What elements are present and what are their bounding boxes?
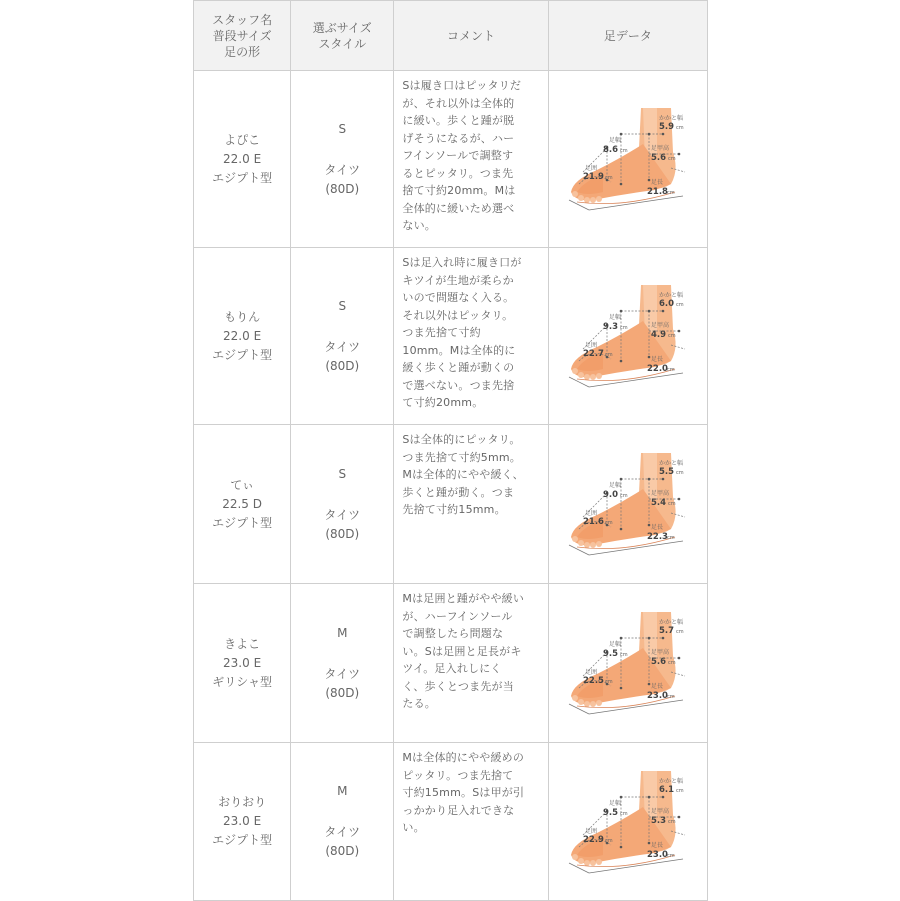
header-style: [291, 1, 394, 71]
ashinaga-label: 足長: [650, 356, 663, 363]
ashinaga-value: 23.0: [646, 691, 668, 701]
ashinaga-unit: cm: [666, 535, 675, 541]
kakato-label: かかと幅: [658, 115, 683, 122]
comment-cell: [394, 425, 548, 584]
kakato-value: 6.0: [658, 299, 674, 309]
comment-line: Mは全体的にやや緩めの: [402, 751, 525, 764]
style-type: タイツ: [324, 825, 361, 839]
table-header-row: [194, 1, 708, 71]
ashiko-label: 足甲高: [650, 322, 669, 329]
usual-size: 22.0 E: [223, 151, 262, 166]
ashiko-label: 足甲高: [650, 807, 669, 815]
ashinaga-unit: cm: [666, 852, 675, 859]
comment-line: 10mm。Mは全体的に: [402, 343, 516, 357]
staff-cell: [194, 71, 291, 248]
foot-diagram: [563, 449, 693, 559]
ashimawari-value: 22.5: [582, 676, 604, 686]
staff-fitting-table: [193, 0, 708, 901]
ashimawari-value: 22.7: [582, 349, 604, 359]
foot-shape: エジプト型: [212, 170, 273, 185]
ashihaba-unit: cm: [619, 325, 628, 331]
ashimawari-unit: cm: [604, 352, 613, 358]
comment-line: ツイ。足入れしにく: [402, 662, 502, 675]
ashiko-unit: cm: [667, 156, 676, 162]
ashiko-unit: cm: [667, 333, 676, 339]
ashihaba-unit: cm: [619, 810, 628, 817]
ashihaba-value: 9.3: [602, 322, 618, 332]
ashihaba-label: 足幅: [608, 314, 621, 321]
comment-line: が、それ以外は全体的: [402, 96, 515, 110]
selected-size: M: [337, 784, 348, 798]
comment-line: い。Sは足囲と足長がキ: [402, 644, 522, 658]
ashihaba-label: 足幅: [608, 137, 621, 144]
kakato-unit: cm: [675, 470, 684, 476]
style-denier: (80D): [325, 844, 360, 858]
comment-line: ない。: [402, 219, 436, 232]
comment-line: Mは足囲と踵がやや緩い: [402, 592, 525, 605]
kakato-unit: cm: [675, 302, 684, 308]
ashiko-label: 足甲高: [650, 145, 669, 152]
ashinaga-unit: cm: [666, 367, 675, 373]
foot-data-cell: [548, 743, 707, 901]
foot-shape: エジプト型: [212, 515, 273, 530]
selected-size: S: [338, 466, 347, 481]
ashiko-unit: cm: [667, 818, 676, 825]
ashinaga-label: 足長: [650, 179, 663, 186]
selected-size: S: [338, 298, 347, 313]
staff-name: てぃ: [230, 477, 254, 492]
ashihaba-label: 足幅: [608, 799, 621, 807]
foot-data-cell: [548, 248, 707, 425]
comment-line: で調整したら問題な: [402, 627, 504, 640]
comment-line: るとピッタリ。つま先: [402, 166, 514, 180]
comment-line: 先捨て寸約15mm。: [402, 503, 506, 516]
comment-line: に緩い。歩くと踵が脱: [402, 114, 515, 127]
staff-cell: [194, 584, 291, 743]
ashimawari-value: 21.6: [582, 517, 604, 527]
ashihaba-label: 足幅: [608, 482, 621, 489]
ashimawari-unit: cm: [604, 837, 613, 844]
kakato-unit: cm: [675, 629, 684, 635]
style-cell: [291, 248, 394, 425]
header-style-line: スタイル: [318, 36, 367, 51]
comment-line: 捨て寸約20mm。Mは: [402, 184, 516, 197]
comment-line: Sは履き口はピッタリだ: [402, 79, 522, 92]
staff-name: よぴこ: [224, 132, 261, 147]
ashimawari-unit: cm: [604, 520, 613, 526]
staff-name: おりおり: [218, 795, 267, 809]
usual-size: 22.0 E: [223, 328, 262, 343]
comment-line: いので問題なく入る。: [402, 291, 515, 304]
comment-cell: [394, 248, 548, 425]
comment-cell: [394, 71, 548, 248]
ashiko-value: 5.4: [650, 498, 666, 508]
foot-shape: エジプト型: [212, 347, 273, 362]
staff-name: きよこ: [224, 636, 261, 651]
ashiko-unit: cm: [667, 660, 676, 666]
comment-cell: [394, 743, 548, 901]
comment-line: く、歩くとつま先が当: [402, 679, 514, 693]
ashimawari-label: 足囲: [584, 510, 597, 517]
table-row: [194, 248, 708, 425]
staff-cell: [194, 425, 291, 584]
ashihaba-label: 足幅: [608, 641, 621, 648]
ashinaga-value: 21.8: [646, 187, 668, 197]
kakato-value: 5.5: [658, 467, 674, 477]
foot-diagram: [563, 767, 693, 877]
ashinaga-unit: cm: [666, 190, 675, 196]
foot-shape: エジプト型: [212, 833, 273, 847]
comment-line: たる。: [402, 697, 436, 710]
ashihaba-unit: cm: [619, 652, 628, 658]
comment-line: キツイが生地が柔らか: [402, 273, 514, 287]
comment-line: て寸約20mm。: [402, 396, 484, 409]
ashimawari-label: 足囲: [584, 165, 597, 172]
comment-line: つま先捨て寸約: [402, 326, 481, 339]
ashimawari-value: 21.9: [582, 172, 604, 182]
comment-line: 全体的に緩いため選べ: [402, 201, 515, 215]
style-type: タイツ: [324, 507, 361, 522]
ashinaga-label: 足長: [650, 841, 663, 849]
style-denier: (80D): [325, 526, 360, 541]
comment-line: Sは足入れ時に履き口が: [402, 256, 522, 269]
comment-line: Sは全体的にピッタリ。: [402, 433, 521, 446]
header-staff-line: 普段サイズ: [212, 28, 272, 43]
comment-line: ピッタリ。つま先捨て: [402, 768, 514, 782]
comment-line: げそうになるが、ハー: [402, 131, 515, 145]
style-denier: (80D): [325, 685, 360, 700]
kakato-label: かかと幅: [658, 619, 683, 626]
comment-line: い。: [402, 821, 425, 834]
staff-cell: [194, 743, 291, 901]
comment-cell: [394, 584, 548, 743]
table-row: [194, 743, 708, 901]
ashimawari-unit: cm: [604, 175, 613, 181]
kakato-label: かかと幅: [658, 292, 683, 299]
comment-line: つま先捨て寸約5mm。: [402, 450, 522, 464]
foot-diagram: [563, 104, 693, 214]
ashihaba-unit: cm: [619, 148, 628, 154]
ashiko-label: 足甲高: [650, 490, 669, 497]
ashiko-value: 4.9: [650, 330, 666, 340]
table-row: [194, 584, 708, 743]
kakato-value: 5.9: [658, 122, 674, 132]
usual-size: 23.0 E: [223, 655, 262, 670]
kakato-unit: cm: [675, 787, 684, 794]
header-staff-line: スタッフ名: [212, 12, 273, 27]
ashiko-label: 足甲高: [650, 649, 669, 656]
comment-line: Mは全体的にやや緩く、: [402, 468, 524, 481]
staff-name: もりん: [224, 309, 261, 324]
ashimawari-unit: cm: [604, 679, 613, 685]
ashimawari-value: 22.9: [582, 834, 604, 845]
table-row: [194, 425, 708, 584]
ashinaga-value: 22.3: [646, 532, 668, 542]
comment-line: で選べない。つま先捨: [402, 378, 515, 392]
ashihaba-value: 8.6: [602, 145, 618, 155]
style-cell: [291, 584, 394, 743]
foot-shape: ギリシャ型: [212, 674, 272, 689]
comment-line: っかかり足入れできな: [402, 803, 515, 817]
ashihaba-unit: cm: [619, 493, 628, 499]
foot-diagram: [563, 608, 693, 718]
ashinaga-label: 足長: [650, 683, 663, 690]
style-cell: [291, 743, 394, 901]
comment-line: 緩く歩くと踵が動くの: [402, 361, 515, 374]
comment-line: が、ハーフインソール: [402, 609, 513, 623]
ashihaba-value: 9.0: [602, 490, 618, 500]
comment-line: 歩くと踵が動く。つま: [402, 485, 515, 499]
ashinaga-unit: cm: [666, 694, 675, 700]
ashinaga-value: 23.0: [646, 849, 668, 860]
ashihaba-value: 9.5: [602, 807, 618, 818]
ashinaga-label: 足長: [650, 524, 663, 531]
selected-size: M: [337, 625, 348, 640]
style-denier: (80D): [325, 358, 360, 373]
ashihaba-value: 9.5: [602, 649, 618, 659]
header-style-line: 選ぶサイズ: [312, 20, 372, 35]
header-comment: コメント: [394, 1, 548, 71]
style-cell: [291, 71, 394, 248]
selected-size: S: [338, 121, 347, 136]
header-staff-line: 足の形: [224, 44, 261, 59]
staff-cell: [194, 248, 291, 425]
ashiko-unit: cm: [667, 501, 676, 507]
header-foot-data: 足データ: [548, 1, 707, 71]
ashimawari-label: 足囲: [584, 669, 597, 676]
table-row: [194, 71, 708, 248]
foot-data-cell: [548, 71, 707, 248]
ashimawari-label: 足囲: [584, 342, 597, 349]
kakato-label: かかと幅: [658, 460, 683, 467]
foot-data-cell: [548, 425, 707, 584]
usual-size: 23.0 E: [223, 814, 262, 828]
kakato-label: かかと幅: [658, 777, 683, 785]
comment-line: 寸約15mm。Sは甲が引: [402, 786, 525, 799]
foot-data-cell: [548, 584, 707, 743]
style-type: タイツ: [324, 339, 361, 354]
ashinaga-value: 22.0: [646, 364, 668, 374]
header-staff: [194, 1, 291, 71]
ashimawari-label: 足囲: [584, 827, 597, 835]
ashiko-value: 5.3: [650, 815, 666, 826]
kakato-value: 5.7: [658, 626, 674, 636]
style-type: タイツ: [324, 666, 361, 681]
usual-size: 22.5 D: [222, 496, 262, 511]
style-type: タイツ: [324, 162, 361, 177]
style-cell: [291, 425, 394, 584]
kakato-value: 6.1: [658, 784, 674, 795]
kakato-unit: cm: [675, 125, 684, 131]
comment-line: それ以外はピッタリ。: [402, 308, 514, 322]
comment-line: フインソールで調整す: [402, 149, 514, 162]
ashiko-value: 5.6: [650, 153, 666, 163]
style-denier: (80D): [325, 181, 360, 196]
ashiko-value: 5.6: [650, 657, 666, 667]
foot-diagram: [563, 281, 693, 391]
